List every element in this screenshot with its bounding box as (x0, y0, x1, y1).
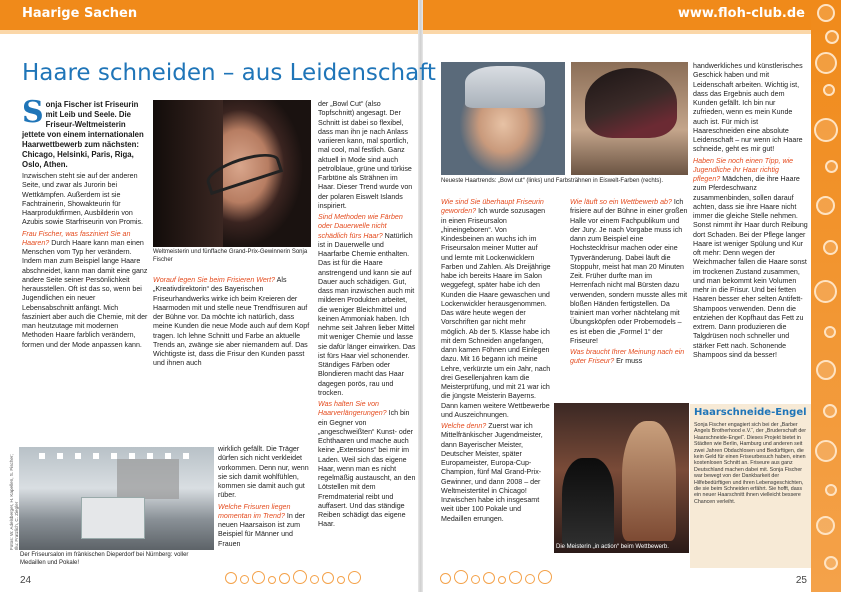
paragraph (22, 230, 148, 350)
paragraph: Inzwischen steht sie auf der anderen Seite, und zwar als Jurorin bei Wettkämpfen. Außerdem ist sie Fachtrainerin, Showakteurin für Haarproduktfirmen, Ausbilderin von Azubis sowie Starfriseurin von Promis. (22, 172, 144, 227)
bubble-icon (825, 484, 837, 496)
interview-question: Frau Fischer, was fasziniert Sie an Haaren? (22, 229, 131, 247)
bubble-icon (440, 573, 451, 584)
interview-answer: In der neuen Haarsaison ist zum Beispiel für Männer und Frauen (218, 511, 306, 548)
interview-question: Welche Frisuren liegen momentan im Trend? (218, 502, 291, 520)
bubble-icon (322, 572, 334, 584)
bubble-icon (825, 160, 838, 173)
bubble-icon (310, 575, 319, 584)
paragraph (570, 198, 688, 346)
article-column-4 (441, 198, 551, 526)
interview-answer: Durch Haare kann man einen Menschen vom Typ her verändern. Indem man zum Beispiel lange Haare abschneidet, kann man damit eine ganz andere Seite seiner Persönlichkeit herausstellen. Oft ist das so, wenn bei Jugendlichen ein neuer Lebensabschnitt anfängt. Mich fasziniert aber auch die Chemie, mit der man heutzutage mit modernen Methoden Haare farblich verändern, formen und der Mode anpassen kann. (22, 238, 148, 349)
header-bar-right (423, 0, 841, 30)
interview-answer: Ich frisiere auf der Bühne in einer großen Halle vor einem Fachpublikum und der Jury. Je nach Vorgabe muss ich dann zum Beispiel eine Hochsteckfrisur machen oder eine Typveränderung. Dabei läuft die Stoppuhr, meist hat man 20 Minuten Zeit. Früher durfte man im Herrenfach nicht mal Bürsten dazu verwenden, sondern musste alles mit bloßen Händen fertigstellen. Da trainiert man vorher nächtelang mit Übungsköpfen oder Probemodels – es ist eben die „Formel 1“ der Friseure! (570, 198, 688, 345)
interview-question: Was halten Sie von Haarverlängerungen? (318, 400, 387, 418)
bubble-icon (825, 30, 839, 44)
interview-answer: Er muss (614, 357, 643, 366)
bubble-icon (471, 575, 480, 584)
paragraph (318, 400, 416, 530)
hair-shape (585, 68, 677, 138)
paragraph (570, 348, 688, 367)
interview-answer: Ich wurde sozusagen in einen Friseursalon „hineingeboren“. Von Kindesbeinen an wuchs ich im Friseursalon meiner Mutter auf und lernte mit Lockenwicklern Farben und Zahlen. Als Dreijährige habe ich bereits Haare im Salon weggefegt, später habe ich den Kunden die Haare gewaschen und Lockenwickler herausgenommen. Das wäre heute wegen der Vorschriften gar nicht mehr möglich. Ab der 5. Klasse habe ich mit dem Schneiden angefangen, dann kamen Föhnen und Einlegen dazu. Mit 16 begann ich meine Lehre, verkürzte um ein Jahr, nach drei Gesellenjahren kam die Meisterprüfung, und mit 21 war ich die jüngste Meisterin Bayerns. Dann kamen weitere Wettbewerbe und Auszeichnungen. (441, 207, 551, 419)
bubble-icon (538, 570, 552, 584)
hairdresser-figure (622, 421, 676, 541)
article-column-6 (693, 62, 808, 362)
reception-counter (81, 497, 145, 539)
interview-question: Wie sind Sie überhaupt Friseurin geworden? (441, 198, 544, 216)
bubble-icon (823, 404, 837, 418)
salon-sign (117, 459, 179, 499)
competition-photo (554, 403, 689, 553)
portrait-photo (153, 100, 311, 247)
bubble-icon (348, 571, 361, 584)
dropcap: S (22, 95, 44, 130)
interview-answer: Mädchen, die ihre Haare zum Pferdeschwanz zusammenbinden, sollen darauf achten, dass sie ihre Haare nicht immer die gleiche Stelle nehmen. Sonst nimmt ihr Haar durch Reibung dort Schaden. Bei der Pflege langer Haare ist weniger Spülung und Kur oft mehr: Denn wegen der Weichmacher fallen die Haare sonst im trockenen Zustand zusammen, und man bekommt kein Volumen mehr in die Frisur. Und bei fetten Haaren besser eher selten Antifett-Shampoos verwenden. Denn die entziehen der Kopfhaut das Fett zu extrem. Dann produzieren die Talgdrüsen noch schneller und stärker Fett nach. Schonende Shampoos sind da besser! (693, 175, 808, 359)
interview-question: Worauf legen Sie beim Frisieren Wert? (153, 276, 276, 284)
paragraph (318, 213, 416, 398)
paragraph (441, 422, 551, 524)
bubble-icon (816, 196, 835, 215)
paragraph (218, 503, 314, 549)
bubble-icon (824, 326, 836, 338)
section-title: Haarige Sachen (22, 6, 138, 21)
bubble-icon (814, 118, 838, 142)
trends-caption: Neueste Haartrends: „Bowl cut“ (links) und Farbsträhnen in Eiswelt-Farben (rechts). (441, 178, 664, 184)
paragraph: handwerkliches und künstlerisches Geschick haben und mit Leidenschaft arbeiten. Wichtig ist, dass das Ergebnis auch dem Kunden gefällt. Ich bin nur zufrieden, wenn es mein Kunde auch ist. Für mich ist Haareschneiden eine absolute Leidenschaft – nur wenn ich Haare schneide, geht es mir gut! (693, 62, 803, 154)
article-column-2-narrow (218, 445, 314, 551)
competition-caption: Die Meisterin „in action“ beim Wettbewerb. (556, 544, 669, 550)
paragraph (153, 276, 313, 369)
interview-question: Wie läuft so ein Wettbewerb ab? (570, 198, 672, 206)
portrait-caption: Weltmeisterin und fünffache Grand-Prix-Gewinnerin Sonja Fischer (153, 249, 308, 263)
colored-hair-photo (571, 62, 688, 175)
sidebar-title: Haarschneide-Engel (694, 407, 807, 418)
bubble-icon (815, 440, 837, 462)
bubble-icon (225, 572, 237, 584)
interview-question: Sind Methoden wie Färben oder Dauerwelle nicht schädlich fürs Haar? (318, 213, 403, 240)
bubble-icon (824, 556, 838, 570)
bubble-icon (293, 570, 307, 584)
salon-caption: Der Friseursalon im fränkischen Dieperdorf bei Nürnberg: voller Medaillen und Pokale! (20, 552, 189, 566)
sidebar-box (690, 404, 811, 568)
page-number-right: 25 (795, 575, 807, 586)
bubble-icon (814, 280, 837, 303)
bubble-icon (815, 52, 837, 74)
salon-photo (19, 447, 214, 550)
bubble-icon (252, 571, 265, 584)
bubble-icon (483, 572, 495, 584)
hair-shape (465, 66, 545, 108)
bubble-icon (525, 574, 535, 584)
paragraph (693, 157, 808, 361)
bubble-icon (498, 576, 506, 584)
bubble-icon (337, 576, 345, 584)
bowl-cut-photo (441, 62, 565, 175)
bubble-icon (454, 570, 468, 584)
bubble-icon (817, 4, 835, 22)
bubble-icon (823, 240, 838, 255)
bottom-bubbles-left (225, 570, 364, 584)
article-headline: Haare schneiden – aus Leidenschaft (22, 60, 436, 86)
interview-question: Haben Sie noch einen Tipp, wie Jugendliche ihr Haar richtig pflegen? (693, 156, 794, 183)
intro-text: onja Fischer ist Friseurin mit Leib und Seele. Die Friseur-Weltmeisterin jettete von einem internationalen Haarwettbewerb zum nächsten: Chicago, Helsinki, Paris, Riga, Oslo, Athen. (22, 100, 144, 169)
bubble-icon (816, 360, 836, 380)
article-column-5 (570, 198, 688, 369)
photo-credit: Fotos: W. Adelsberger, H. Kapellen, S. Fischer; Illu: Fratzlich, C. Ziegler (9, 454, 19, 550)
bubble-icon (279, 573, 290, 584)
sidebar-text: Sonja Fischer engagiert sich bei der „Barber Angels Brotherhood e.V.“, der „Bruderschaft der Haarschneide-Engel“. Dieses Projekt bietet in Städten wie Berlin, Hamburg und anderen seit zwei Jahren Obdachlosen und Bedürftigen, die kein Geld für einen Friseurbesuch haben, einen kostenlosen Schnitt an. Friseure aus ganz Deutschland machen dabei mit. Sonja Fischer war bewegt von der Dankbarkeit der Hilfebedürftigen und ihren Lebensgeschichten, die sie beim Schneiden erfährt. Sie hofft, dass ein neuer Haarschnitt ihnen vielleicht bessere Chancen verleiht. (694, 422, 806, 505)
interview-answer: Zuerst war ich Mittelfränkischer Jugendmeister, dann Bayerischer Meister, Deutscher Meister, später Europameister, Europa-Cup-Champion, fünf Mal Grand-Prix-Gewinner, und dann 2008 – der Weltmeistertitel in Chicago! Inzwischen habe ich insgesamt weit über 100 Pokale und Medaillen errungen. (441, 422, 543, 523)
interview-answer: Als „Kreativdirektorin“ des Bayerischen Friseurhandwerks wirke ich beim Kreieren der Haarmoden mit und stelle neue Trendfrisuren auf der Bühne vor. Da möchte ich natürlich, dass meine Kunden die neue Mode auch auf dem Kopf tragen. Ich lehne Schnitt und Farbe an aktuelle Trends an, zwänge sie aber niemandem auf. Das Wichtigste ist, dass die Frisur den Kunden passt und ihnen auch (153, 276, 310, 368)
paragraph (441, 198, 551, 420)
site-url[interactable]: www.floh-club.de (677, 6, 805, 21)
interview-question: Welche denn? (441, 422, 487, 430)
page-gutter (418, 0, 423, 592)
bubble-icon (823, 84, 835, 96)
interview-question: Was braucht Ihrer Meinung nach ein guter Friseur? (570, 348, 685, 366)
article-column-1 (22, 95, 148, 352)
bubble-icon (268, 576, 276, 584)
bubble-icon (509, 571, 522, 584)
paragraph: wirklich gefällt. Die Träger dürfen sich nicht verkleidet vorkommen. Denn nur, wenn sie sich damit wohlfühlen, kommen sie damit auch gut rüber. (218, 445, 309, 500)
article-column-2 (153, 276, 313, 446)
article-intro (22, 95, 148, 170)
bottom-bubbles-right (440, 570, 555, 584)
bubble-icon (816, 516, 835, 535)
interview-answer: Natürlich ist in Dauerwelle und Haarfarbe Chemie enthalten. Das ist für die Haare anstrengend und kann sie auf Dauer auch schädigen. Gut, dass man inzwischen auch mit milderen Produkten arbeitet, die weniger Bleichmittel und keinen Ammoniak haben. Ich nehme seit Jahren lieber Mittel mit weniger Chemie und lasse sie dafür länger einwirken. Das ist fürs Haar viel schonender. Ständiges Färben oder Blondieren macht das Haar dagegen porös, rau und trocken. (318, 231, 416, 397)
paragraph: der „Bowl Cut“ (also Topfschnitt) angesagt. Der Schnitt ist dabei so flexibel, dass man ihn je nach Anlass variieren kann, mal sportlich, mal cool, mal festlich. Ganz aktuell in Mode sind auch petrolblaue, grüne und türkise Farbtöne als Strähnen im Haar. Dieser Trend wurde von der polaren Eiswelt Islands inspiriert. (318, 100, 413, 210)
article-column-3 (318, 100, 416, 532)
page-number-left: 24 (20, 575, 32, 586)
model-figure (562, 458, 614, 548)
header-bar-left (0, 0, 418, 30)
interview-answer: Ich bin ein Gegner von „angeschweißten“ Kunst- oder Echthaaren und mache auch keine „Extensions“ bei mir im Laden. Weil sich das eigene Haar, wenn man es nicht regelmäßig austauscht, an den Lötstellen mit dem Fremdmaterial reibt und auffasert. Und das ständige Reiben schädigt das eigene Haar. (318, 409, 416, 529)
bubble-icon (240, 575, 249, 584)
bubble-decoration (811, 0, 841, 592)
